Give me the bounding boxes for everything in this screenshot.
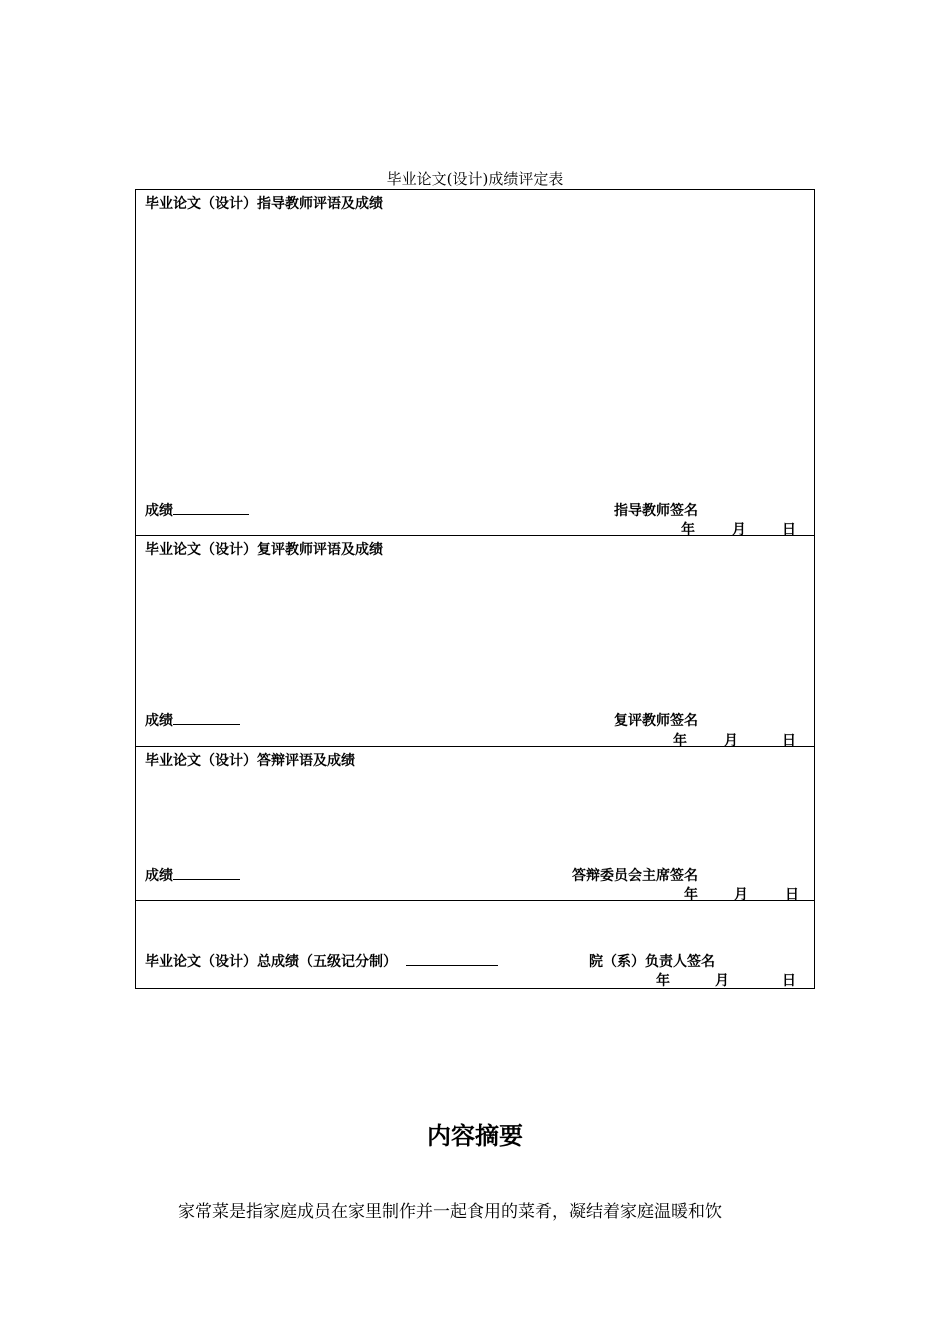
total-grade-label: 毕业论文（设计）总成绩（五级记分制） <box>145 954 397 970</box>
total-grade-section <box>136 901 814 988</box>
abstract-first-line: 家常菜是指家庭成员在家里制作并一起食用的菜肴，凝结着家庭温暖和饮 <box>178 1202 722 1222</box>
signature-label: 院（系）负责人签名 <box>589 954 715 970</box>
section-heading: 毕业论文（设计）复评教师评语及成绩 <box>145 542 383 558</box>
section-heading: 毕业论文（设计）指导教师评语及成绩 <box>145 196 383 212</box>
date-year: 年 <box>684 887 698 903</box>
advisor-comment-section <box>136 190 814 536</box>
section-heading: 毕业论文（设计）答辩评语及成绩 <box>145 753 355 769</box>
date-day: 日 <box>785 887 799 903</box>
grade-field <box>145 865 240 885</box>
date-month: 月 <box>734 887 748 903</box>
signature-label: 答辩委员会主席签名 <box>572 868 698 884</box>
total-grade-field <box>145 951 498 971</box>
date-year: 年 <box>681 522 695 538</box>
grade-label: 成绩 <box>145 713 173 729</box>
abstract-title: 内容摘要 <box>427 1122 523 1150</box>
date-year: 年 <box>656 973 670 989</box>
grade-blank[interactable] <box>173 710 240 725</box>
date-day: 日 <box>782 522 796 538</box>
form-title: 毕业论文(设计)成绩评定表 <box>386 170 564 188</box>
grade-field <box>145 710 240 730</box>
grade-field <box>145 500 249 520</box>
defense-comment-section <box>136 747 814 901</box>
date-day: 日 <box>782 973 796 989</box>
grade-blank[interactable] <box>173 500 249 515</box>
date-month: 月 <box>715 973 729 989</box>
signature-label: 复评教师签名 <box>614 713 698 729</box>
date-year: 年 <box>673 733 687 749</box>
signature-label: 指导教师签名 <box>614 503 698 519</box>
date-month: 月 <box>732 522 746 538</box>
date-month: 月 <box>724 733 738 749</box>
grade-label: 成绩 <box>145 503 173 519</box>
date-day: 日 <box>782 733 796 749</box>
grade-blank[interactable] <box>173 865 240 880</box>
total-grade-blank[interactable] <box>406 951 498 966</box>
reviewer-comment-section <box>136 536 814 747</box>
evaluation-form-table <box>135 189 815 989</box>
grade-label: 成绩 <box>145 868 173 884</box>
